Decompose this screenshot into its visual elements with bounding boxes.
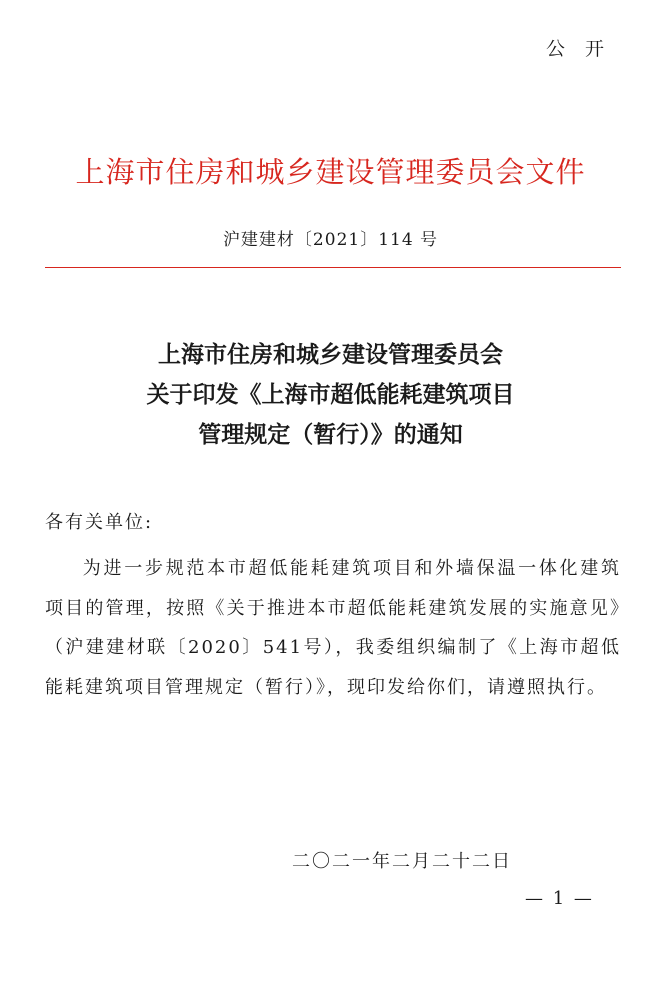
issuer-heading: 上海市住房和城乡建设管理委员会文件 [75, 155, 586, 189]
red-separator-line [45, 267, 621, 268]
body-paragraph: 为进一步规范本市超低能耗建筑项目和外墙保温一体化建筑项目的管理，按照《关于推进本市超低能耗建筑发展的实施意见》（沪建建材联〔2020〕541号），我委组织编制了《上海市超低能耗建筑项目管理规定（暂行）》，现印发给你们，请遵照执行。 [45, 558, 621, 698]
issue-date: 二〇二一年二月二十二日 [292, 851, 512, 872]
title-line-1: 上海市住房和城乡建设管理委员会 [158, 342, 503, 368]
notice-title [0, 335, 661, 455]
title-line-2: 关于印发《上海市超低能耗建筑项目 [146, 382, 515, 408]
salutation: 各有关单位: [45, 512, 154, 533]
document-number: 沪建建材〔2021〕114 号 [222, 230, 439, 250]
page-number: — 1 — [525, 888, 594, 909]
disclosure-label: 公 开 [545, 38, 611, 60]
title-line-3: 管理规定（暂行）》的通知 [198, 422, 463, 448]
